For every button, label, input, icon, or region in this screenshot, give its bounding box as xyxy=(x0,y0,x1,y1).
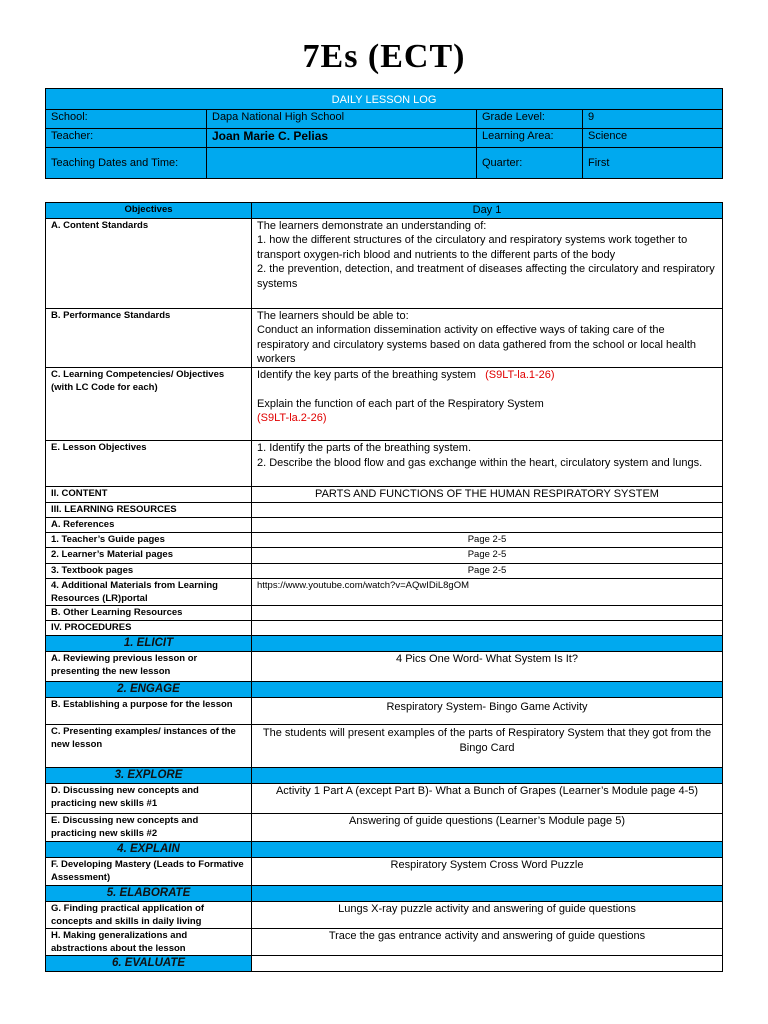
generalize-value: Trace the gas entrance activity and answering of guide questions xyxy=(252,929,723,956)
school-value: Dapa National High School xyxy=(207,110,477,129)
competencies-label: C. Learning Competencies/ Objectives (with LC Code for each) xyxy=(46,367,252,440)
phase-evaluate: 6. EVALUATE xyxy=(46,956,252,972)
school-label: School: xyxy=(46,110,207,129)
lesson-objective-1: 1. Identify the parts of the breathing system. xyxy=(257,441,472,454)
dates-value xyxy=(207,148,477,179)
performance-text: Conduct an information dissemination activity on effective ways of taking care of the respiratory and circulatory systems based on data gathered from the school or local health workers xyxy=(257,324,697,366)
content-standards-item-1: 1. how the different structures of the circulatory and respiratory systems work together to transport oxygen-rich blood and nutrients to the different parts of the body xyxy=(257,234,688,261)
discuss1-label: D. Discussing new concepts and practicing new skills #1 xyxy=(46,784,252,814)
additional-materials-link[interactable]: https://www.youtube.com/watch?v=AQwIDiL8gOM xyxy=(252,579,723,606)
teachers-guide-label: 1. Teacher’s Guide pages xyxy=(46,532,252,548)
purpose-label: B. Establishing a purpose for the lesson xyxy=(46,698,252,725)
phase-explain: 4. EXPLAIN xyxy=(46,842,252,858)
grade-value: 9 xyxy=(583,110,723,129)
textbook-value: Page 2-5 xyxy=(252,563,723,579)
competency-2-code: (S9LT-la.2-26) xyxy=(257,412,327,425)
objectives-header: Objectives xyxy=(46,203,252,219)
teacher-label: Teacher: xyxy=(46,129,207,148)
examples-value: The students will present examples of the parts of Respiratory System that they got from the Bingo Card xyxy=(252,725,723,768)
phase-explore: 3. EXPLORE xyxy=(46,768,252,784)
lesson-table xyxy=(45,202,723,972)
performance-intro: The learners should be able to: xyxy=(257,309,409,322)
competency-1: Identify the key parts of the breathing system xyxy=(257,368,476,381)
daily-lesson-log-heading: DAILY LESSON LOG xyxy=(46,89,723,110)
discuss2-value: Answering of guide questions (Learner’s Module page 5) xyxy=(252,814,723,842)
content-standards-item-2: 2. the prevention, detection, and treatment of diseases affecting the circulatory and respiratory systems xyxy=(257,263,715,290)
lesson-objective-2: 2. Describe the blood flow and gas exchange within the heart, circulatory system and lungs. xyxy=(257,456,703,469)
learners-material-label: 2. Learner’s Material pages xyxy=(46,548,252,564)
day-header: Day 1 xyxy=(252,203,723,219)
quarter-value: First xyxy=(583,148,723,179)
mastery-value: Respiratory System Cross Word Puzzle xyxy=(252,858,723,886)
review-value: 4 Pics One Word- What System Is It? xyxy=(252,652,723,682)
dates-label: Teaching Dates and Time: xyxy=(46,148,207,179)
page-title: 7Es (ECT) xyxy=(302,38,466,75)
header-table xyxy=(45,88,723,179)
area-label: Learning Area: xyxy=(477,129,583,148)
practical-value: Lungs X-ray puzzle activity and answering of guide questions xyxy=(252,902,723,929)
other-resources-label: B. Other Learning Resources xyxy=(46,606,252,621)
phase-engage: 2. ENGAGE xyxy=(46,682,252,698)
competency-2: Explain the function of each part of the Respiratory System xyxy=(257,397,544,410)
competency-1-code: (S9LT-la.1-26) xyxy=(485,368,555,381)
quarter-label: Quarter: xyxy=(477,148,583,179)
mastery-label: F. Developing Mastery (Leads to Formative Assessment) xyxy=(46,858,252,886)
generalize-label: H. Making generalizations and abstractions about the lesson xyxy=(46,929,252,956)
review-label: A. Reviewing previous lesson or presenting the new lesson xyxy=(46,652,252,682)
competencies-value xyxy=(252,367,723,440)
content-standards-value xyxy=(252,218,723,308)
discuss1-value: Activity 1 Part A (except Part B)- What a Bunch of Grapes (Learner’s Module page 4-5) xyxy=(252,784,723,814)
textbook-label: 3. Textbook pages xyxy=(46,563,252,579)
learning-resources-label: III. LEARNING RESOURCES xyxy=(46,502,252,517)
procedures-label: IV. PROCEDURES xyxy=(46,621,252,636)
phase-elaborate: 5. ELABORATE xyxy=(46,886,252,902)
additional-materials-label: 4. Additional Materials from Learning Resources (LR)portal xyxy=(46,579,252,606)
performance-standards-value xyxy=(252,308,723,367)
grade-label: Grade Level: xyxy=(477,110,583,129)
lesson-objectives-label: E. Lesson Objectives xyxy=(46,440,252,486)
content-label: II. CONTENT xyxy=(46,486,252,502)
content-standards-label: A. Content Standards xyxy=(46,218,252,308)
discuss2-label: E. Discussing new concepts and practicing new skills #2 xyxy=(46,814,252,842)
content-value: PARTS AND FUNCTIONS OF THE HUMAN RESPIRATORY SYSTEM xyxy=(252,486,723,502)
references-label: A. References xyxy=(46,517,252,532)
phase-elicit: 1. ELICIT xyxy=(46,636,252,652)
practical-label: G. Finding practical application of concepts and skills in daily living xyxy=(46,902,252,929)
teachers-guide-value: Page 2-5 xyxy=(252,532,723,548)
learners-material-value: Page 2-5 xyxy=(252,548,723,564)
area-value: Science xyxy=(583,129,723,148)
teacher-value: Joan Marie C. Pelias xyxy=(207,129,477,148)
performance-standards-label: B. Performance Standards xyxy=(46,308,252,367)
examples-label: C. Presenting examples/ instances of the new lesson xyxy=(46,725,252,768)
purpose-value: Respiratory System- Bingo Game Activity xyxy=(252,698,723,725)
lesson-objectives-value xyxy=(252,440,723,486)
content-standards-intro: The learners demonstrate an understanding of: xyxy=(257,219,487,232)
